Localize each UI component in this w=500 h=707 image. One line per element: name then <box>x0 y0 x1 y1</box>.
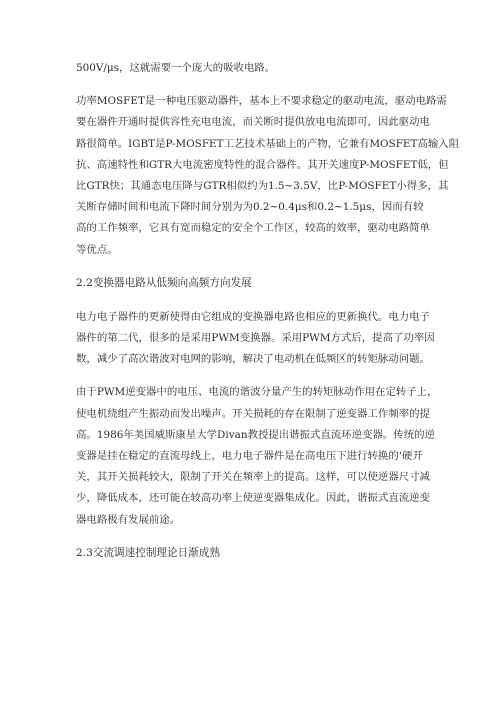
text-line: 电力电子器件的更新使得由它组成的变换器电路也相应的更新换代。电力电子 <box>76 310 430 323</box>
text-line: 关，其开关损耗较大，限制了开关在频率上的提高。这样，可以使逆器尺寸减 <box>76 471 430 484</box>
text-line: 关断存储时间和电流下降时间分别为为0.2~0.4μs和0.2~1.5μs，因而有较 <box>76 201 424 214</box>
text-line: 路很简单。IGBT是P-MOSFET工艺技术基础上的产物，它兼有MOSFET高输入阻 <box>76 137 460 150</box>
text-line: 使电机绕组产生振动而发出噪声。开关损耗的存在限制了逆变器工作频率的提 <box>76 407 430 420</box>
text-line: 器件的第二代，很多的是采用PWM变换器。采用PWM方式后，提高了功率因 <box>76 332 435 345</box>
text-line: 高。1986年美国威斯康星大学Divan教授提出谐振式直流环逆变器。传统的逆 <box>76 428 435 441</box>
text-line: 比GTR快；其通态电压降与GTR相似约为1.5~3.5V，比P-MOSFET小得多，其 <box>76 179 449 192</box>
paragraph-mosfet-igbt <box>76 91 460 261</box>
section-heading-2-2: 2.2变换器电路从低频向高频方向发展 <box>76 276 252 289</box>
text-line: 少，降低成本，还可能在较高功率上使逆变器集成化。因此，谐振式直流逆变 <box>76 492 430 505</box>
text-line: 数，减少了高次谐波对电网的影响，解决了电动机在低频区的转矩脉动问题。 <box>76 353 430 366</box>
text-line: 等优点。 <box>76 243 118 256</box>
text-line: 器电路极有发展前途。 <box>76 513 181 526</box>
text-line: 要在器件开通时提供容性充电电流，而关断时提供放电电流即可，因此驱动电 <box>76 116 430 129</box>
text-line: 抗、高速特性和GTR大电流密度特性的混合器件。其开关速度P-MOSFET低，但 <box>76 158 449 171</box>
section-heading-2-3: 2.3交流调速控制理论日渐成熟 <box>76 546 220 559</box>
text-line: 功率MOSFET是一种电压驱动器件，基本上不要求稳定的驱动电流，驱动电路需 <box>76 95 447 108</box>
paragraph-intro <box>76 58 426 79</box>
text-line: 高的工作频率，它具有宽而稳定的安全个工作区，较高的效率，驱动电路简单 <box>76 222 430 235</box>
document-page <box>76 58 460 564</box>
text-line: 500V/μs，这就需要一个庞大的吸收电路。 <box>76 62 276 74</box>
paragraph-converter-update <box>76 307 435 371</box>
paragraph-pwm-inverter <box>76 382 438 530</box>
text-line: 由于PWM逆变器中的电压、电流的谐波分量产生的转矩脉动作用在定转子上， <box>76 386 438 399</box>
text-line: 变器是挂在稳定的直流母线上，电力电子器件是在高电压下进行转换的‘硬开 <box>76 450 423 462</box>
